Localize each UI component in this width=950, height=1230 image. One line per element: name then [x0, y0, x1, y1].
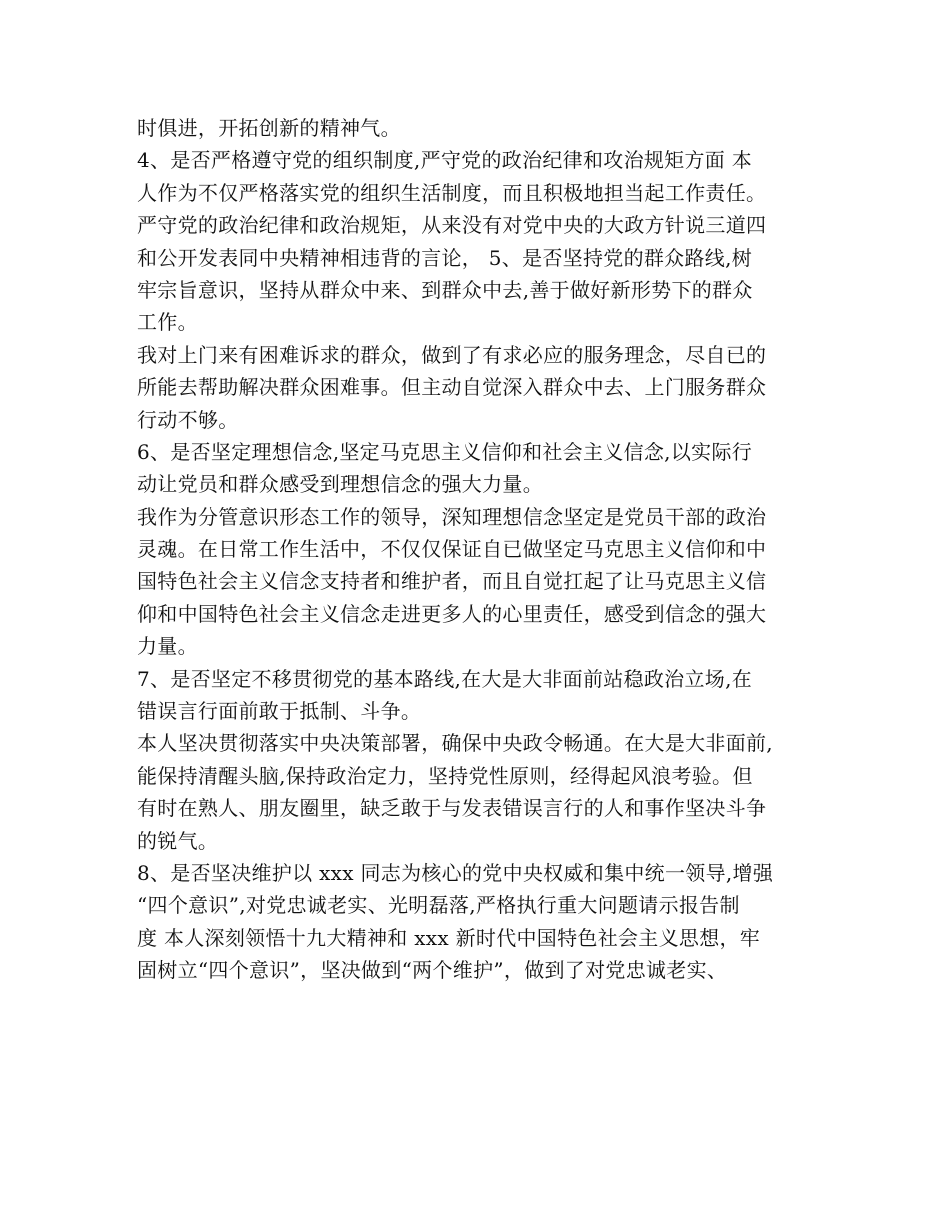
text-line: 本人坚决贯彻落实中央决策部署，确保中央政令畅通。在大是大非面前, — [137, 731, 773, 756]
text-line: 牢宗旨意识，坚持从群众中来、到群众中去,善于做好新形势下的群众 — [137, 277, 753, 302]
text-line: 4、是否严格遵守党的组织制度,严守党的政治纪律和攻治规矩方面 本 — [137, 148, 753, 173]
text-line: 工作。 — [137, 310, 198, 335]
text-line: 仰和中国特色社会主义信念走进更多人的心里责任，感受到信念的强大 — [137, 601, 767, 626]
text-line: 的锐气。 — [137, 828, 219, 853]
text-line: 错误言行面前敢于抵制、斗争。 — [137, 699, 422, 724]
text-line: 动让党员和群众感受到理想信念的强大力量。 — [137, 472, 543, 497]
text-line: “四个意识”,对党忠诚老实、光明磊落,严格执行重大问题请示报告制 — [137, 893, 740, 918]
document-body — [137, 112, 827, 987]
text-line: 国特色社会主义信念支持者和维护者，而且自觉扛起了让马克思主义信 — [137, 569, 767, 594]
text-line: 7、是否坚定不移贯彻党的基本路线,在大是大非面前站稳政治立场,在 — [137, 666, 753, 691]
text-line: 6、是否坚定理想信念,坚定马克思主义信仰和社会主义信念,以实际行 — [137, 439, 753, 464]
text-line: 和公开发表同中央精神相违背的言论， 5、是否坚持党的群众路线,树 — [137, 245, 753, 270]
text-line: 度 本人深刻领悟十九大精神和 xxx 新时代中国特色社会主义思想，牢 — [137, 925, 761, 950]
text-line: 有时在熟人、朋友圈里，缺乏敢于与发表错误言行的人和事作坚决斗争 — [137, 796, 767, 821]
text-line: 严守党的政治纪律和政治规矩，从来没有对党中央的大政方针说三道四 — [137, 213, 767, 238]
text-line: 8、是否坚决维护以 xxx 同志为核心的党中央权威和集中统一领导,增强 — [137, 860, 774, 885]
text-line: 时俱进，开拓创新的精神气。 — [137, 116, 401, 140]
text-line: 力量。 — [137, 634, 198, 659]
text-line: 人作为不仅严格落实党的组织生活制度，而且积极地担当起工作责任。 — [137, 180, 767, 205]
text-line: 灵魂。在日常工作生活中，不仅仅保证自已做坚定马克思主义信仰和中 — [137, 537, 767, 562]
text-line: 能保持清醒头脑,保持政治定力，坚持党性原则，经得起风浪考验。但 — [137, 763, 753, 788]
text-line: 我作为分管意识形态工作的领导，深知理想信念坚定是党员干部的政治 — [137, 504, 767, 529]
text-line: 我对上门来有困难诉求的群众，做到了有求必应的服务理念，尽自已的 — [137, 342, 767, 367]
text-line: 固树立“四个意识”，坚决做到“两个维护”，做到了对党忠诚老实、 — [137, 958, 728, 983]
text-line: 所能去帮助解决群众困难事。但主动自觉深入群众中去、上门服务群众 — [137, 375, 767, 400]
text-line: 行动不够。 — [137, 407, 239, 432]
